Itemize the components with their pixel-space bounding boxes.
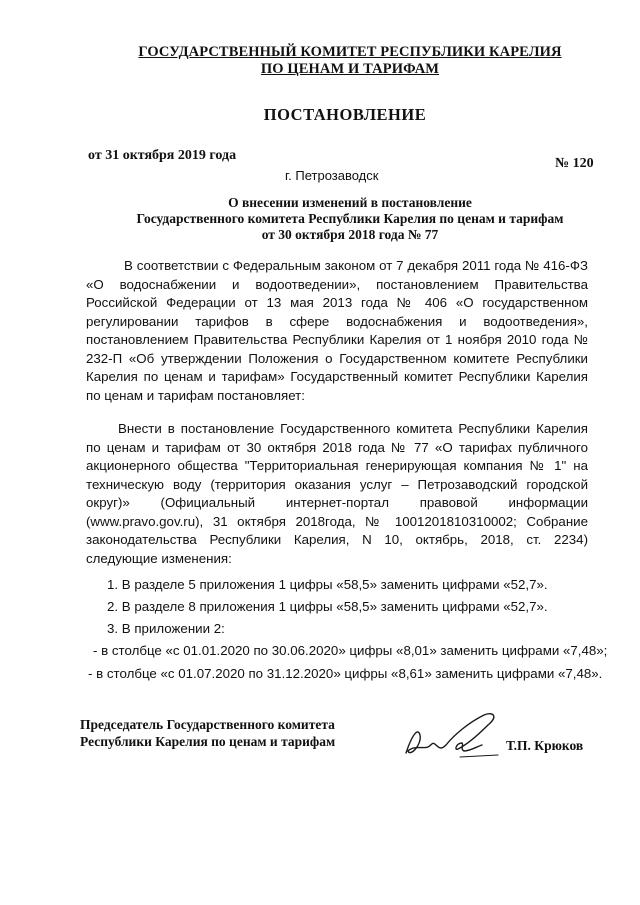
signatory-position-line1: Председатель Государственного комитета [80,717,335,732]
handwritten-signature [398,705,508,765]
signatory-position-line2: Республики Карелия по ценам и тарифам [80,734,336,749]
preamble-paragraph: В соответствии с Федеральным законом от 7 декабря 2011 года № 416-ФЗ «О водоснабжении и водоотведении», постановлением Правительства Российской Федерации от 13 мая 2013 года № 406 «О государственном регулировании тарифов в сфере водоснабжения и водоотведения», постановлением Правительства Республики Карелия от 1 ноября 2010 года № 232-П «Об утверждении Положения о Государственном комитете Республики Карелия по ценам и тарифам» Государственный комитет Республики Карелия по ценам и тарифам постановляет: [86,258,588,403]
list-item: 1. В разделе 5 приложения 1 цифры «58,5» заменить цифрами «52,7». [107,577,548,592]
list-item: - в столбце «с 01.01.2020 по 30.06.2020» цифры «8,01» заменить цифрами «7,48»; [93,643,608,658]
document-type: ПОСТАНОВЛЕНИЕ [263,105,427,124]
agency-name-line2: ПО ЦЕНАМ И ТАРИФАМ [260,61,440,77]
document-number: № 120 [555,156,594,171]
amendment-paragraph: Внести в постановление Государственного комитета Республики Карелия по ценам и тарифам от 30 октября 2018 года № 77 «О тарифах публичного акционерного общества "Территориальная генерирующая компания № 1" на техническую воду (территория оказания услуг – Петрозаводский городской округ)» (Официальный интернет-портал правовой информации (www.pravo.gov.ru), 31 октября 2018года, № 1001201810310002; Собрание законодательства Республики Карелия, N 10, октябрь, 2018, ст. 2234) следующие изменения: [86,421,588,566]
subject-line3: от 30 октября 2018 года № 77 [261,227,439,242]
document-city: г. Петрозаводск [285,168,379,183]
subject-line1: О внесении изменений в постановление [228,195,472,210]
document-date: от 31 октября 2019 года [88,148,237,163]
list-item: - в столбце «с 01.07.2020 по 31.12.2020» цифры «8,61» заменить цифрами «7,48». [88,666,603,681]
signatory-name: Т.П. Крюков [506,738,584,753]
subject-line2: Государственного комитета Республики Карелия по ценам и тарифам [136,211,564,226]
list-item: 2. В разделе 8 приложения 1 цифры «58,5» заменить цифрами «52,7». [107,599,548,614]
list-item: 3. В приложении 2: [107,621,225,636]
agency-name-line1: ГОСУДАРСТВЕННЫЙ КОМИТЕТ РЕСПУБЛИКИ КАРЕЛИЯ [138,44,562,60]
